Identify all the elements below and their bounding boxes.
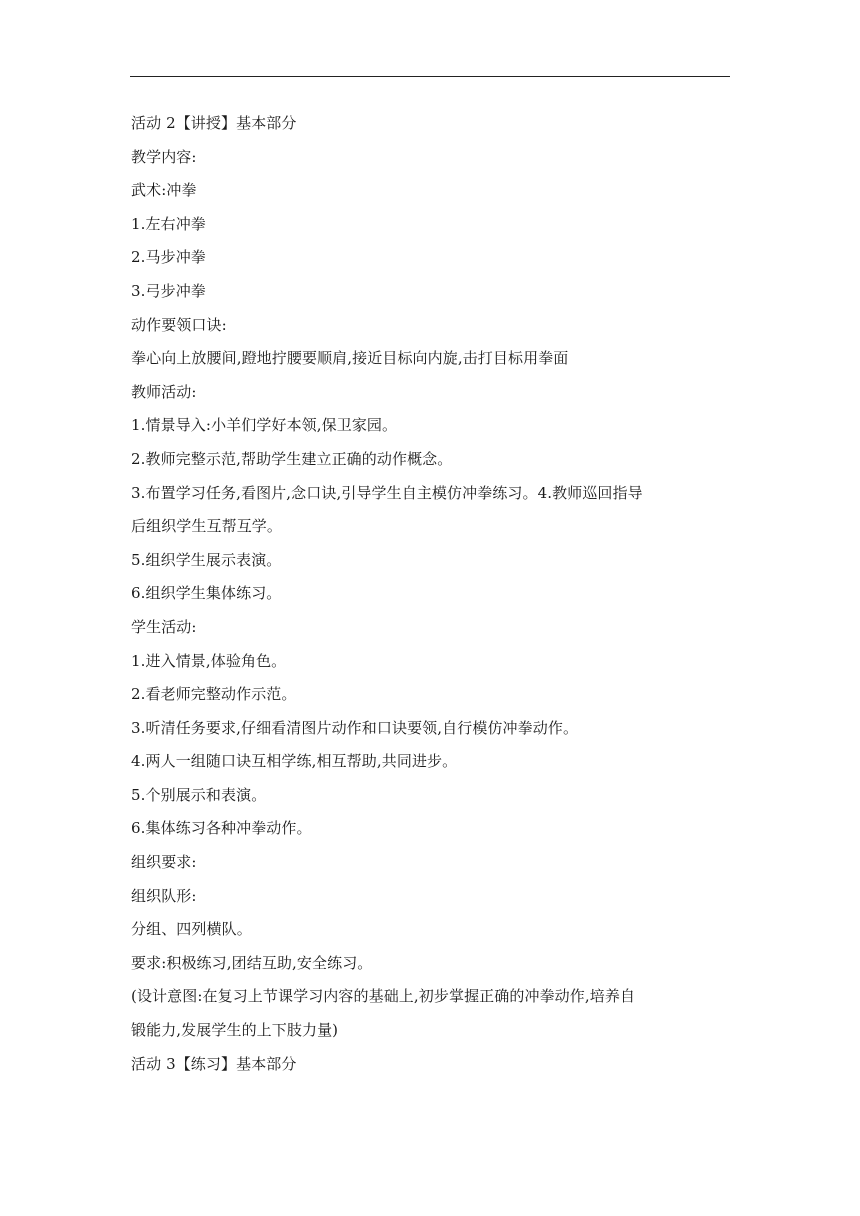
list-item: 5.组织学生展示表演。: [131, 550, 282, 569]
mnemonic-text: 拳心向上放腰间,蹬地拧腰要顺肩,接近目标向内旋,击打目标用拳面: [131, 349, 569, 368]
requirements-text: 要求:积极练习,团结互助,安全练习。: [131, 953, 373, 972]
martial-arts-topic: 武术:冲拳: [131, 181, 197, 200]
list-item: 1.情景导入:小羊们学好本领,保卫家园。: [131, 416, 398, 435]
organization-requirements-label: 组织要求:: [131, 853, 197, 872]
list-item: 3.弓步冲拳: [131, 281, 206, 300]
list-item: 3.听清任务要求,仔细看清图片动作和口诀要领,自行模仿冲拳动作。: [131, 718, 579, 737]
student-activity-label: 学生活动:: [131, 617, 197, 636]
list-item: 4.两人一组随口诀互相学练,相互帮助,共同进步。: [131, 752, 458, 771]
activity-3-heading: 活动 3【练习】基本部分: [131, 1054, 297, 1073]
list-item: 1.左右冲拳: [131, 214, 206, 233]
list-item: 2.看老师完整动作示范。: [131, 685, 297, 704]
teacher-activity-label: 教师活动:: [131, 382, 197, 401]
design-intent-text: (设计意图:在复习上节课学习内容的基础上,初步掌握正确的冲拳动作,培养自: [131, 987, 636, 1006]
header-rule: [130, 76, 730, 77]
list-item: 2.马步冲拳: [131, 248, 206, 267]
formation-label: 组织队形:: [131, 886, 197, 905]
list-item: 2.教师完整示范,帮助学生建立正确的动作概念。: [131, 449, 453, 468]
list-item-continuation: 后组织学生互帮互学。: [131, 517, 283, 536]
document-body: [131, 107, 731, 1081]
teaching-content-label: 教学内容:: [131, 147, 197, 166]
list-item: 1.进入情景,体验角色。: [131, 651, 287, 670]
list-item: 6.集体练习各种冲拳动作。: [131, 819, 312, 838]
list-item: 6.组织学生集体练习。: [131, 584, 282, 603]
formation-text: 分组、四列横队。: [131, 920, 252, 939]
design-intent-continuation: 锻能力,发展学生的上下肢力量): [131, 1021, 339, 1040]
activity-2-heading: 活动 2【讲授】基本部分: [131, 114, 297, 132]
list-item: 3.布置学习任务,看图片,念口诀,引导学生自主模仿冲拳练习。4.教师巡回指导: [131, 483, 643, 502]
mnemonic-label: 动作要领口诀:: [131, 315, 227, 334]
list-item: 5.个别展示和表演。: [131, 785, 267, 804]
